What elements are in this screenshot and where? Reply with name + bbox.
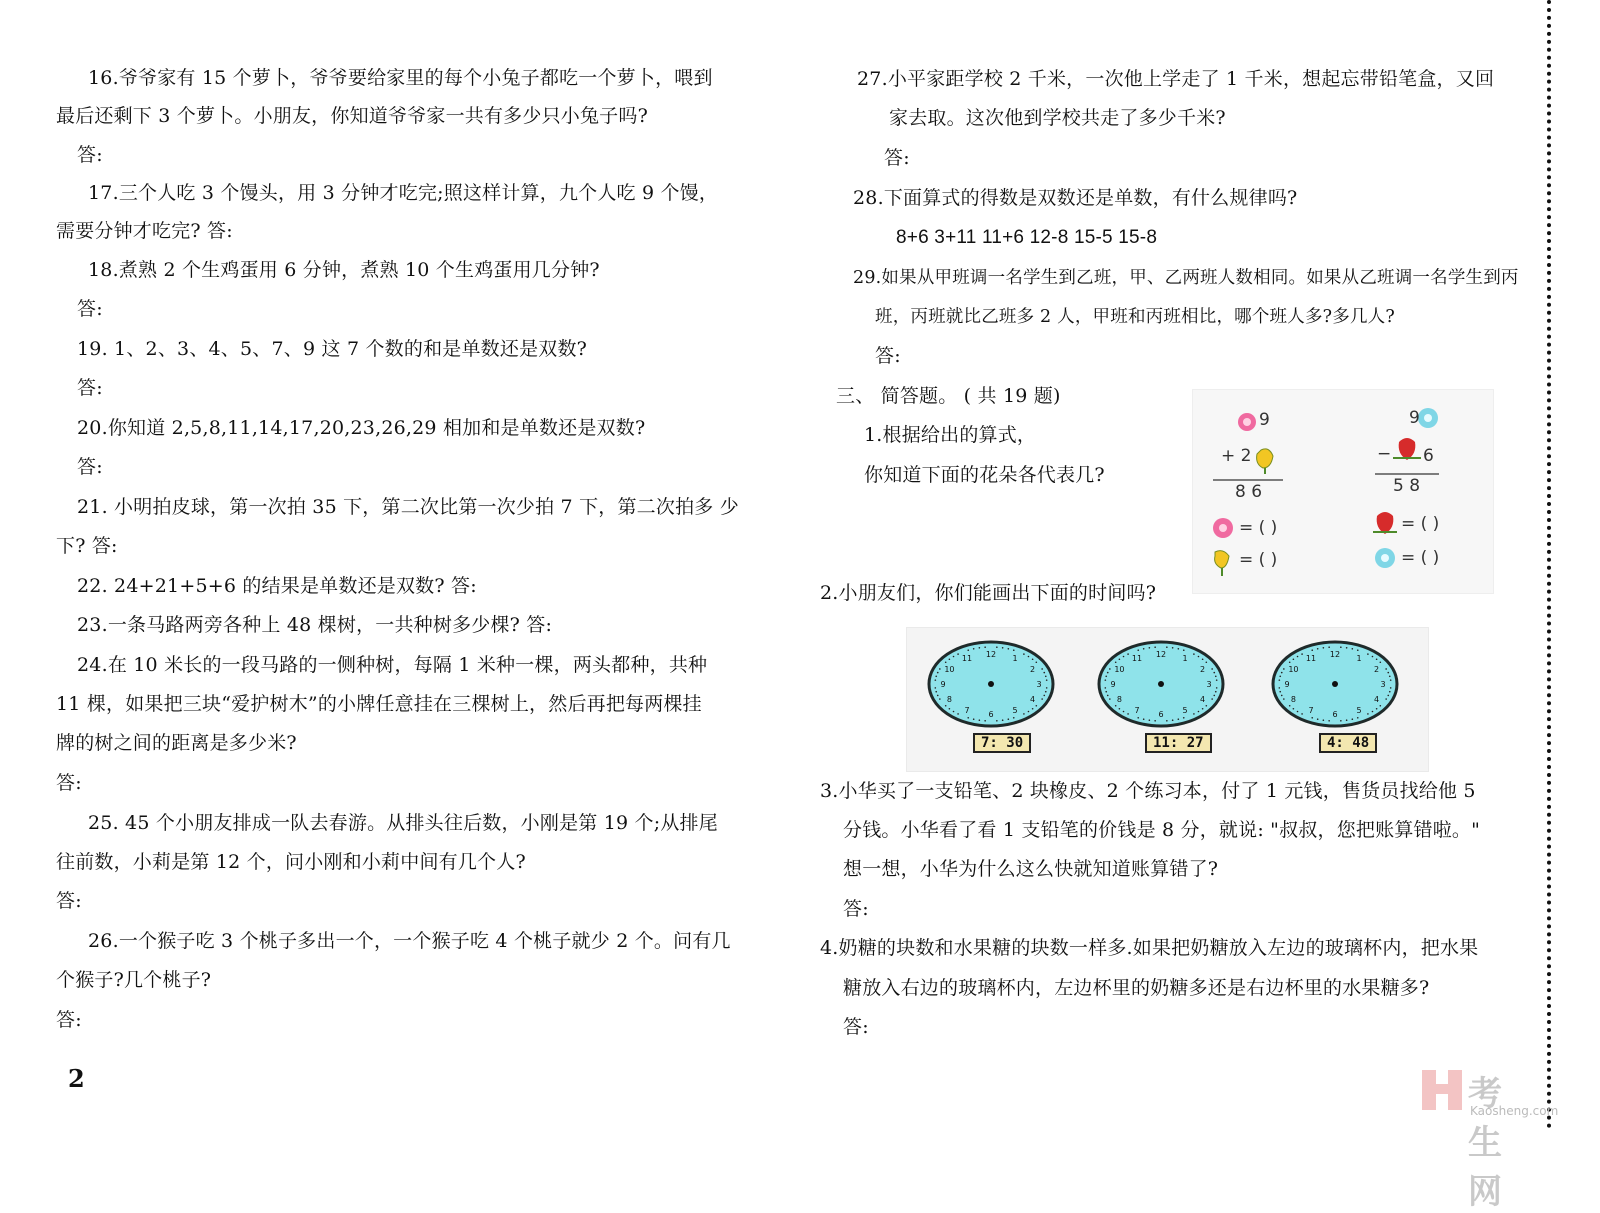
minute-tick bbox=[1183, 649, 1185, 651]
minute-tick bbox=[1045, 691, 1047, 693]
clock-numeral: 9 bbox=[1284, 680, 1290, 689]
question-line: 21. 小明拍皮球，第一次拍 35 下，第二次比第一次少拍 7 下，第二次拍多 少 bbox=[77, 496, 739, 518]
question-line: 最后还剩下 3 个萝卜。小朋友，你知道爷爷家一共有多少只小兔子吗? bbox=[56, 105, 648, 127]
clock-numeral: 3 bbox=[1206, 680, 1212, 689]
clock-numeral: 4 bbox=[1200, 695, 1206, 704]
minute-tick bbox=[1143, 648, 1145, 650]
clock-numeral: 11 bbox=[961, 654, 973, 664]
minute-tick bbox=[1211, 698, 1213, 700]
minute-tick bbox=[957, 713, 959, 715]
minute-tick bbox=[1328, 646, 1330, 648]
minute-tick bbox=[1105, 687, 1107, 689]
minute-tick bbox=[1013, 649, 1015, 651]
minute-tick bbox=[935, 691, 937, 693]
answer-blank: = ( ) bbox=[1239, 518, 1278, 538]
clock-face bbox=[1099, 642, 1223, 726]
minute-tick bbox=[1279, 676, 1281, 678]
question-line: 往前数，小莉是第 12 个，问小刚和小莉中间有几个人? bbox=[56, 851, 526, 873]
question-line: 1.根据给出的算式， bbox=[864, 424, 1037, 446]
minute-tick bbox=[1293, 708, 1295, 710]
clock-numeral: 8 bbox=[1290, 695, 1296, 704]
minute-tick bbox=[1346, 647, 1348, 649]
clock-numeral: 7 bbox=[1308, 705, 1314, 715]
clock-numeral: 11 bbox=[1131, 654, 1143, 664]
question-line: 27.小平家距学校 2 千米，一次他上学走了 1 千米，想起忘带铅笔盒，又回 bbox=[857, 68, 1495, 90]
minute-tick bbox=[1289, 705, 1291, 707]
minute-tick bbox=[1105, 676, 1107, 678]
question-line: 糖放入右边的玻璃杯内，左边杯里的奶糖多还是右边杯里的水果糖多? bbox=[843, 977, 1430, 999]
clock-numeral: 9 bbox=[940, 680, 946, 689]
cyan-flower-icon bbox=[1375, 548, 1395, 568]
minute-tick bbox=[967, 717, 969, 719]
section-heading: 三、 简答题。 ( 共 19 题) bbox=[836, 385, 1061, 407]
minute-tick bbox=[1107, 672, 1109, 674]
question-line: 17.三个人吃 3 个馒头，用 3 分钟才吃完;照这样计算，九个人吃 9 个馒， bbox=[88, 182, 719, 204]
clock-time-label: 7: 30 bbox=[973, 733, 1031, 753]
minute-tick bbox=[935, 676, 937, 678]
clock-numeral: 5 bbox=[1182, 705, 1188, 715]
answer-line: 答: bbox=[77, 456, 103, 478]
watermark-text: 考生网 bbox=[1468, 1074, 1503, 1212]
minute-tick bbox=[1045, 676, 1047, 678]
minute-tick bbox=[1123, 656, 1125, 658]
minute-tick bbox=[1046, 679, 1048, 681]
answer-line: 答: bbox=[56, 890, 82, 912]
minute-tick bbox=[1198, 711, 1200, 713]
clock-numeral: 3 bbox=[1380, 680, 1386, 689]
minute-tick bbox=[935, 679, 937, 681]
minute-tick bbox=[996, 646, 998, 648]
minute-tick bbox=[1289, 661, 1291, 663]
minute-tick bbox=[1279, 679, 1281, 681]
minute-tick bbox=[1380, 705, 1382, 707]
minute-tick bbox=[1311, 649, 1313, 651]
minute-tick bbox=[949, 708, 951, 710]
minute-tick bbox=[996, 720, 998, 722]
clock-face bbox=[929, 642, 1053, 726]
minute-tick bbox=[953, 711, 955, 713]
question-line: 想一想，小华为什么这么快就知道账算错了? bbox=[843, 858, 1219, 880]
minute-tick bbox=[1166, 646, 1168, 648]
minute-tick bbox=[1172, 719, 1174, 721]
minute-tick bbox=[953, 656, 955, 658]
minute-tick bbox=[1380, 661, 1382, 663]
minute-tick bbox=[1283, 698, 1285, 700]
minute-tick bbox=[1023, 713, 1025, 715]
minute-tick bbox=[1028, 711, 1030, 713]
minute-tick bbox=[1166, 720, 1168, 722]
clock-numeral: 1 bbox=[1356, 654, 1362, 664]
minute-tick bbox=[1215, 691, 1217, 693]
minute-tick bbox=[1293, 658, 1295, 660]
minute-tick bbox=[1390, 687, 1392, 689]
minute-tick bbox=[1372, 711, 1374, 713]
minute-tick bbox=[1357, 717, 1359, 719]
question-line: 18.煮熟 2 个生鸡蛋用 6 分钟，煮熟 10 个生鸡蛋用几分钟? bbox=[88, 259, 600, 281]
minute-tick bbox=[939, 698, 941, 700]
minute-tick bbox=[973, 718, 975, 720]
answer-line: 答: bbox=[56, 772, 82, 794]
minute-tick bbox=[945, 705, 947, 707]
minute-tick bbox=[1367, 653, 1369, 655]
question-line: 16.爷爷家有 15 个萝卜，爷爷要给家里的每个小兔子都吃一个萝卜，喂到 bbox=[88, 67, 713, 89]
question-line: 19. 1、2、3、4、5、7、9 这 7 个数的和是单数还是双数? bbox=[77, 338, 588, 360]
minute-tick bbox=[1297, 656, 1299, 658]
minute-tick bbox=[935, 687, 937, 689]
page-number: 2 bbox=[68, 1064, 85, 1093]
minute-tick bbox=[1183, 717, 1185, 719]
minute-tick bbox=[1036, 705, 1038, 707]
minute-tick bbox=[1340, 720, 1342, 722]
question-line: 22. 24+21+5+6 的结果是单数还是双数? 答: bbox=[77, 575, 477, 597]
minute-tick bbox=[1043, 695, 1045, 697]
minute-tick bbox=[1317, 648, 1319, 650]
answer-line: 答: bbox=[875, 345, 901, 367]
minute-tick bbox=[1137, 649, 1139, 651]
clock-face bbox=[1273, 642, 1397, 726]
question-line: 28.下面算式的得数是双数还是单数，有什么规律吗? bbox=[853, 187, 1298, 209]
minute-tick bbox=[1213, 672, 1215, 674]
minute-tick bbox=[1178, 718, 1180, 720]
minute-tick bbox=[1143, 718, 1145, 720]
minute-tick bbox=[1206, 661, 1208, 663]
minute-tick bbox=[1013, 717, 1015, 719]
clock-numeral: 12 bbox=[1155, 650, 1167, 659]
question-line: 需要分钟才吃完? 答: bbox=[56, 220, 233, 242]
minute-tick bbox=[1279, 687, 1281, 689]
answer-line: 答: bbox=[843, 1016, 869, 1038]
minute-tick bbox=[1323, 647, 1325, 649]
watermark-subtext: Kaosheng.com bbox=[1470, 1104, 1559, 1118]
minute-tick bbox=[1376, 708, 1378, 710]
minute-tick bbox=[1002, 647, 1004, 649]
minute-tick bbox=[1323, 719, 1325, 721]
left-result: 8 6 bbox=[1235, 482, 1263, 502]
minute-tick bbox=[1340, 646, 1342, 648]
minute-tick bbox=[1202, 708, 1204, 710]
minute-tick bbox=[979, 719, 981, 721]
minute-tick bbox=[1311, 717, 1313, 719]
minute-tick bbox=[1281, 672, 1283, 674]
answer-line: 答: bbox=[77, 144, 103, 166]
clock-numeral: 5 bbox=[1012, 705, 1018, 715]
clock-numeral: 7 bbox=[1134, 705, 1140, 715]
minute-tick bbox=[1107, 695, 1109, 697]
minute-tick bbox=[1119, 658, 1121, 660]
clock-numeral: 6 bbox=[1332, 710, 1338, 719]
question-line: 24.在 10 米长的一段马路的一侧种树，每隔 1 米种一棵，两头都种，共种 bbox=[77, 654, 708, 676]
minute-tick bbox=[979, 647, 981, 649]
minute-tick bbox=[1036, 661, 1038, 663]
minute-tick bbox=[1023, 653, 1025, 655]
clock-center bbox=[1332, 681, 1338, 687]
clock-numeral: 10 bbox=[944, 665, 955, 674]
minute-tick bbox=[1387, 695, 1389, 697]
clock-numeral: 12 bbox=[1329, 650, 1341, 659]
expression-list: 8+6 3+11 11+6 12-8 15-5 15-8 bbox=[896, 227, 1158, 248]
minute-tick bbox=[937, 695, 939, 697]
minute-tick bbox=[1376, 658, 1378, 660]
minute-tick bbox=[1041, 668, 1043, 670]
question-line: 26.一个猴子吃 3 个桃子多出一个，一个猴子吃 4 个桃子就少 2 个。问有几 bbox=[88, 930, 731, 952]
minute-tick bbox=[1385, 698, 1387, 700]
answer-line: 答: bbox=[77, 298, 103, 320]
answer-line: 答: bbox=[843, 898, 869, 920]
minute-tick bbox=[1387, 672, 1389, 674]
left-operator: + 2 bbox=[1221, 446, 1252, 466]
minute-tick bbox=[1127, 713, 1129, 715]
minute-tick bbox=[1193, 713, 1195, 715]
minute-tick bbox=[1215, 676, 1217, 678]
clock-numeral: 12 bbox=[985, 650, 997, 659]
minute-tick bbox=[1317, 718, 1319, 720]
minute-tick bbox=[1367, 713, 1369, 715]
minute-tick bbox=[1372, 656, 1374, 658]
right-top-number: 9 bbox=[1409, 408, 1420, 428]
clock-numeral: 6 bbox=[1158, 710, 1164, 719]
clock-numeral: 8 bbox=[946, 695, 952, 704]
minute-tick bbox=[1115, 705, 1117, 707]
clock-numeral: 2 bbox=[1374, 665, 1380, 674]
question-line: 11 棵，如果把三块“爱护树木”的小牌任意挂在三棵树上，然后再把每两棵挂 bbox=[56, 693, 702, 715]
minute-tick bbox=[1213, 695, 1215, 697]
answer-line: 答: bbox=[56, 1009, 82, 1031]
minute-tick bbox=[1328, 720, 1330, 722]
question-line: 29.如果从甲班调一名学生到乙班，甲、乙两班人数相同。如果从乙班调一名学生到丙 bbox=[853, 268, 1519, 288]
minute-tick bbox=[1032, 658, 1034, 660]
clock-numeral: 10 bbox=[1114, 665, 1125, 674]
minute-tick bbox=[1109, 698, 1111, 700]
minute-tick bbox=[1206, 705, 1208, 707]
minute-tick bbox=[1008, 718, 1010, 720]
question-line: 个猴子?几个桃子? bbox=[56, 969, 212, 991]
minute-tick bbox=[945, 661, 947, 663]
minute-tick bbox=[1283, 668, 1285, 670]
binding-edge bbox=[1547, 0, 1551, 1129]
answer-line: 答: bbox=[884, 147, 910, 169]
minute-tick bbox=[1137, 717, 1139, 719]
minute-tick bbox=[1154, 720, 1156, 722]
clock-numeral: 9 bbox=[1110, 680, 1116, 689]
question-line: 班，丙班就比乙班多 2 人，甲班和丙班相比，哪个班人多?多几人? bbox=[875, 307, 1395, 327]
minute-tick bbox=[1357, 649, 1359, 651]
minute-tick bbox=[1211, 668, 1213, 670]
minute-tick bbox=[1105, 691, 1107, 693]
question-line: 23.一条马路两旁各种上 48 棵树，一共种树多少棵? 答: bbox=[77, 614, 553, 636]
answer-blank: = ( ) bbox=[1401, 514, 1440, 534]
minute-tick bbox=[967, 649, 969, 651]
minute-tick bbox=[1281, 695, 1283, 697]
minute-tick bbox=[1352, 718, 1354, 720]
clock-figure bbox=[906, 627, 1429, 772]
minute-tick bbox=[984, 720, 986, 722]
question-line: 20.你知道 2,5,8,11,14,17,20,23,26,29 相加和是单数还是双数? bbox=[77, 417, 646, 439]
clock-numeral: 10 bbox=[1288, 665, 1299, 674]
minute-tick bbox=[1389, 691, 1391, 693]
question-line: 家去取。这次他到学校共走了多少千米? bbox=[889, 107, 1226, 129]
minute-tick bbox=[1002, 719, 1004, 721]
minute-tick bbox=[1028, 656, 1030, 658]
clock-numeral: 1 bbox=[1012, 654, 1018, 664]
clock-numeral: 4 bbox=[1030, 695, 1036, 704]
clock-numeral: 4 bbox=[1374, 695, 1380, 704]
right-result: 5 8 bbox=[1393, 476, 1421, 496]
minute-tick bbox=[1172, 647, 1174, 649]
clock-time-label: 11: 27 bbox=[1145, 733, 1212, 753]
minute-tick bbox=[1149, 647, 1151, 649]
minute-tick bbox=[973, 648, 975, 650]
minute-tick bbox=[1193, 653, 1195, 655]
clock-numeral: 2 bbox=[1030, 665, 1036, 674]
question-line: 2.小朋友们，你们能画出下面的时间吗? bbox=[820, 582, 1157, 604]
minute-tick bbox=[1279, 691, 1281, 693]
minute-tick bbox=[1115, 661, 1117, 663]
clock-numeral: 1 bbox=[1182, 654, 1188, 664]
clock-numeral: 2 bbox=[1200, 665, 1206, 674]
minute-tick bbox=[1105, 679, 1107, 681]
clock-center bbox=[1158, 681, 1164, 687]
minute-tick bbox=[1389, 676, 1391, 678]
minute-tick bbox=[1202, 658, 1204, 660]
question-line: 下? 答: bbox=[56, 535, 118, 557]
pink-flower-icon bbox=[1213, 518, 1233, 538]
minute-tick bbox=[1032, 708, 1034, 710]
minute-tick bbox=[1297, 711, 1299, 713]
clock-numeral: 7 bbox=[964, 705, 970, 715]
minute-tick bbox=[957, 653, 959, 655]
minute-tick bbox=[1216, 687, 1218, 689]
question-line: 4.奶糖的块数和水果糖的块数一样多.如果把奶糖放入左边的玻璃杯内，把水果 bbox=[820, 937, 1479, 959]
flower-puzzle bbox=[1192, 389, 1494, 594]
minute-tick bbox=[1385, 668, 1387, 670]
minute-tick bbox=[1352, 648, 1354, 650]
yellow-flower-icon bbox=[1215, 551, 1229, 576]
question-line: 分钱。小华看了看 1 支铅笔的价钱是 8 分，就说: "叔叔，您把账算错啦。" bbox=[843, 819, 1481, 841]
question-line: 你知道下面的花朵各代表几? bbox=[864, 464, 1105, 486]
pink-flower-icon bbox=[1238, 413, 1256, 431]
clock-numeral: 6 bbox=[988, 710, 994, 719]
minute-tick bbox=[1346, 719, 1348, 721]
minute-tick bbox=[1043, 672, 1045, 674]
question-line: 25. 45 个小朋友排成一队去春游。从排头往后数，小刚是第 19 个;从排尾 bbox=[88, 812, 718, 834]
minute-tick bbox=[1046, 687, 1048, 689]
minute-tick bbox=[1154, 646, 1156, 648]
minute-tick bbox=[1216, 679, 1218, 681]
minute-tick bbox=[1123, 711, 1125, 713]
minute-tick bbox=[1149, 719, 1151, 721]
red-flower-icon bbox=[1373, 512, 1397, 534]
minute-tick bbox=[1109, 668, 1111, 670]
minute-tick bbox=[939, 668, 941, 670]
minute-tick bbox=[1390, 679, 1392, 681]
minute-tick bbox=[984, 646, 986, 648]
clock-numeral: 11 bbox=[1305, 654, 1317, 664]
minute-tick bbox=[1301, 713, 1303, 715]
clock-center bbox=[988, 681, 994, 687]
minute-tick bbox=[1041, 698, 1043, 700]
cyan-flower-icon bbox=[1418, 408, 1438, 428]
answer-blank: = ( ) bbox=[1401, 548, 1440, 568]
yellow-flower-icon bbox=[1257, 449, 1273, 474]
clock-numeral: 8 bbox=[1116, 695, 1122, 704]
left-top-number: 9 bbox=[1259, 410, 1270, 430]
right-operand: 6 bbox=[1423, 446, 1434, 466]
answer-line: 答: bbox=[77, 377, 103, 399]
clock-time-label: 4: 48 bbox=[1319, 733, 1377, 753]
question-line: 3.小华买了一支铅笔、2 块橡皮、2 个练习本，付了 1 元钱，售货员找给他 5 bbox=[820, 780, 1476, 802]
minute-tick bbox=[1198, 656, 1200, 658]
minute-tick bbox=[1178, 648, 1180, 650]
answer-blank: = ( ) bbox=[1239, 550, 1278, 570]
clock-numeral: 3 bbox=[1036, 680, 1042, 689]
question-line: 牌的树之间的距离是多少米? bbox=[56, 732, 297, 754]
minute-tick bbox=[1008, 648, 1010, 650]
logo-icon bbox=[1420, 1066, 1466, 1114]
minute-tick bbox=[949, 658, 951, 660]
red-flower-icon bbox=[1393, 438, 1421, 460]
right-operator: − bbox=[1377, 444, 1392, 464]
minute-tick bbox=[1301, 653, 1303, 655]
minute-tick bbox=[1119, 708, 1121, 710]
clock-numeral: 5 bbox=[1356, 705, 1362, 715]
minute-tick bbox=[1127, 653, 1129, 655]
minute-tick bbox=[937, 672, 939, 674]
